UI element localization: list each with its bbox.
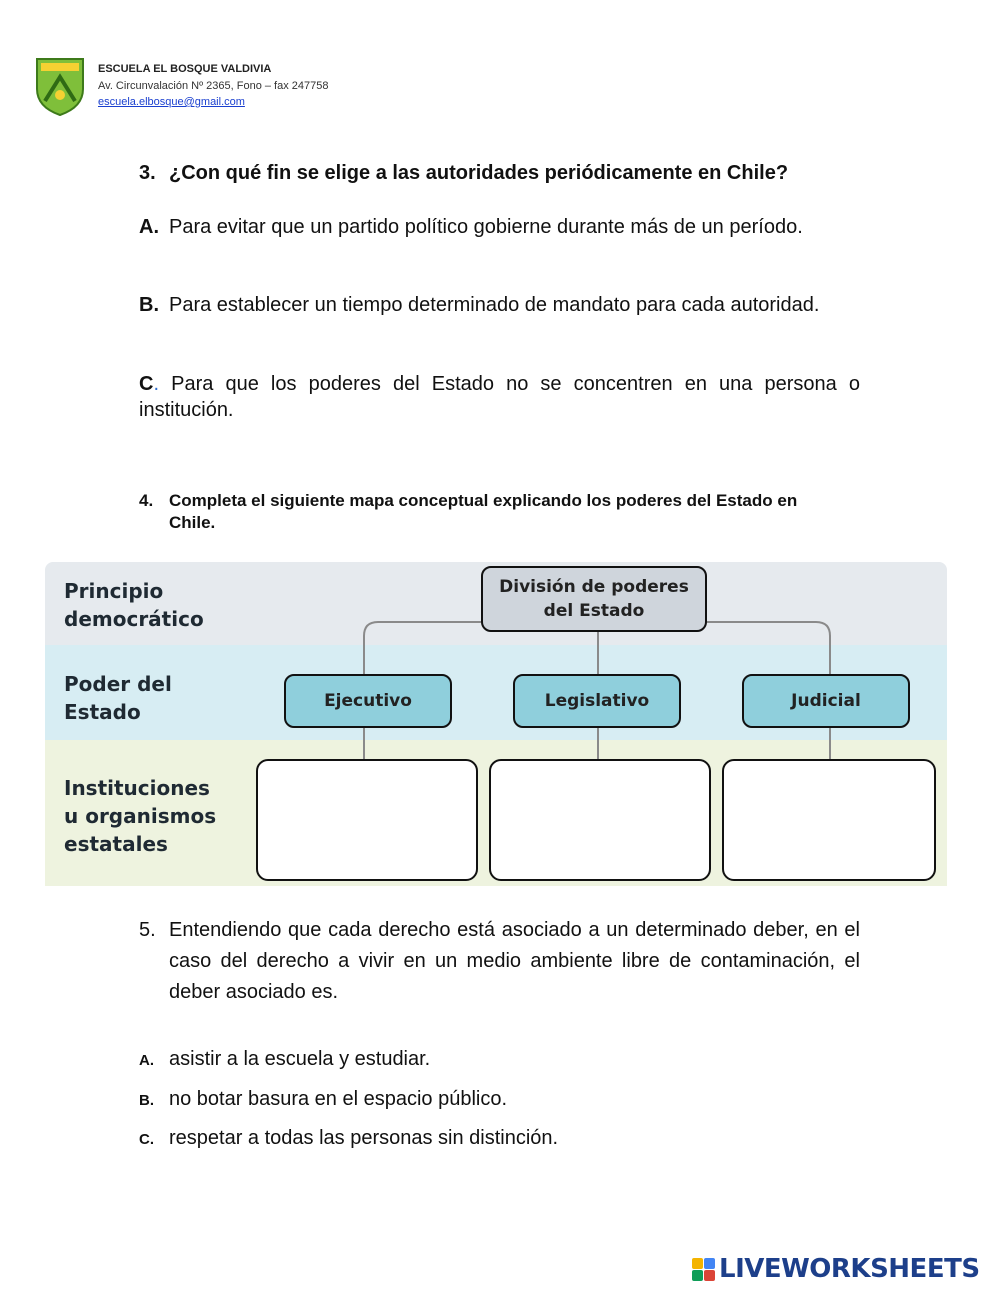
q3-option-b-text: Para establecer un tiempo determinado de mandato para cada autoridad. bbox=[169, 294, 820, 316]
q3-option-c-text: Para que los poderes del Estado no se concentren en una persona o institución. bbox=[139, 373, 860, 421]
answer-box-ejecutivo[interactable] bbox=[256, 759, 478, 881]
liveworksheets-logo-icon bbox=[692, 1258, 715, 1281]
question-5 bbox=[139, 915, 860, 1008]
row-label-institutions-line3: estatales bbox=[64, 832, 168, 856]
school-address: Av. Circunvalación Nº 2365, Fono – fax 247758 bbox=[98, 80, 329, 92]
answer-box-legislativo[interactable] bbox=[489, 759, 711, 881]
school-email-link[interactable]: escuela.elbosque@gmail.com bbox=[98, 96, 245, 108]
row-label-institutions-line2: u organismos bbox=[64, 804, 217, 828]
liveworksheets-wordmark: LIVEWORKSHEETS bbox=[719, 1254, 980, 1284]
answer-box-judicial[interactable] bbox=[722, 759, 936, 881]
q3-option-a-letter: A. bbox=[139, 216, 159, 238]
q5-option-b-letter: B. bbox=[139, 1092, 154, 1109]
question-5-text: Entendiendo que cada derecho está asociado a un determinado deber, en el caso del derecho a vivir en un medio ambiente libre de contaminación, el deber asociado es. bbox=[169, 919, 860, 1003]
q5-option-a-letter: A. bbox=[139, 1052, 154, 1069]
root-node-line2: del Estado bbox=[543, 601, 645, 621]
q5-option-c-text: respetar a todas las personas sin distinción. bbox=[169, 1127, 559, 1149]
q5-option-c-letter: C. bbox=[139, 1131, 154, 1148]
q5-option-b-text: no botar basura en el espacio público. bbox=[169, 1088, 508, 1110]
row-label-principle-line1: Principio bbox=[64, 579, 164, 603]
question-5-number: 5. bbox=[139, 919, 156, 941]
root-node-line1: División de poderes bbox=[499, 577, 689, 597]
question-4-number: 4. bbox=[139, 491, 154, 510]
row-label-principle-line2: democrático bbox=[64, 607, 204, 631]
brand-block-4 bbox=[704, 1270, 715, 1281]
q3-option-b-letter: B. bbox=[139, 294, 159, 316]
question-4-text: Completa el siguiente mapa conceptual explicando los poderes del Estado en Chile. bbox=[169, 491, 798, 532]
connector-root-ejecutivo bbox=[364, 622, 481, 676]
question-3-number: 3. bbox=[139, 162, 156, 184]
root-node-division-poderes bbox=[481, 566, 707, 632]
q3-option-c-separator: . bbox=[153, 373, 160, 395]
row-label-institutions-line1: Instituciones bbox=[64, 776, 210, 800]
brand-block-1 bbox=[692, 1258, 703, 1269]
power-node-judicial: Judicial bbox=[742, 674, 910, 728]
brand-block-2 bbox=[704, 1258, 715, 1269]
question-3-text: ¿Con qué fin se elige a las autoridades periódicamente en Chile? bbox=[169, 162, 789, 184]
q3-option-c-letter: C bbox=[139, 373, 154, 395]
liveworksheets-brand[interactable] bbox=[692, 1254, 980, 1284]
power-node-legislativo: Legislativo bbox=[513, 674, 681, 728]
q5-option-c[interactable] bbox=[139, 1127, 558, 1150]
row-label-power-line2: Estado bbox=[64, 700, 141, 724]
school-name: ESCUELA EL BOSQUE VALDIVIA bbox=[98, 63, 272, 75]
row-label-power-line1: Poder del bbox=[64, 672, 172, 696]
q5-option-a[interactable] bbox=[139, 1048, 430, 1071]
q5-option-b[interactable] bbox=[139, 1088, 507, 1111]
q5-option-a-text: asistir a la escuela y estudiar. bbox=[169, 1048, 431, 1070]
q3-option-a-text: Para evitar que un partido político gobierne durante más de un período. bbox=[169, 216, 803, 238]
power-node-ejecutivo: Ejecutivo bbox=[284, 674, 452, 728]
connector-root-judicial bbox=[707, 622, 830, 676]
brand-block-3 bbox=[692, 1270, 703, 1281]
